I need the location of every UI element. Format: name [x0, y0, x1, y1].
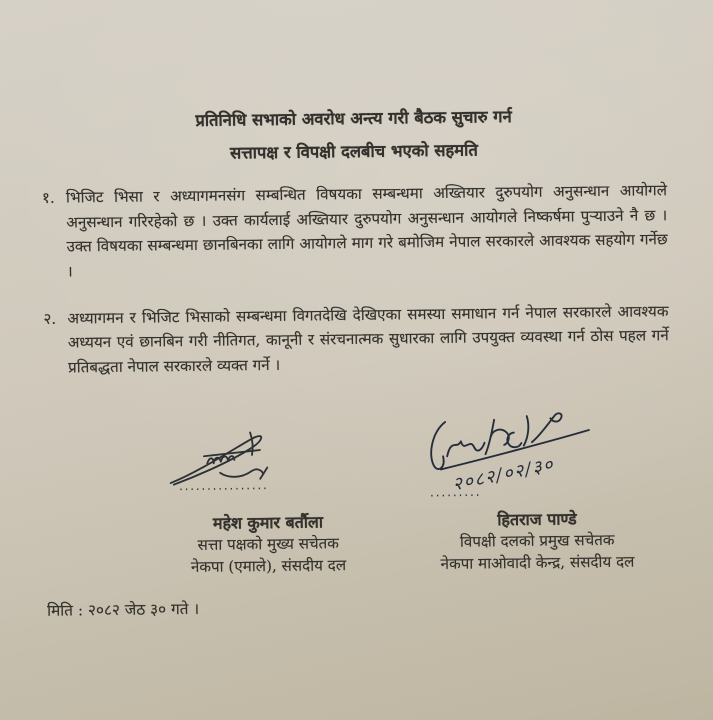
signatory-role: विपक्षी दलको प्रमुख सचेतक [459, 531, 615, 552]
point-number: २. [43, 309, 57, 328]
point-number: १. [41, 188, 55, 207]
document-title [41, 98, 667, 172]
handwritten-signature-right [401, 407, 672, 508]
signatory-party: नेकपा माओवादी केन्द्र, संसदीय दल [440, 553, 635, 574]
handwritten-signature-left [142, 428, 393, 511]
point-text: अध्यागमन र भिजिट भिसाको सम्बन्धमा विगतदेखि देखिएका समस्या समाधान गर्न नेपाल सरकारले आवश्यक अध्ययन एवं छानबिन गरी नीतिगत, कानूनी र संरचनात्मक सुधारका लागि उपयुक्त व्यवस्था गर्न ठोस पहल गर्ने प्रतिबद्धता नेपाल सरकारले व्यक्त गर्ने । [67, 301, 669, 377]
signatory-party: नेकपा (एमाले), संसदीय दल [190, 556, 347, 577]
signature-section [45, 407, 672, 577]
signatory-name: हितराज पाण्डे [497, 509, 577, 530]
signatory-name: महेश कुमार बर्तौला [212, 512, 324, 534]
document-title-line1: प्रतिनिधि सभाको अवरोध अन्त्य गरी बैठक सुचारु गर्न [195, 107, 512, 130]
agreement-point-2 [43, 299, 669, 381]
document-title-line2: सत्तापक्ष र विपक्षी दलबीच भएको सहमति [230, 140, 478, 163]
signature-block-opposition-party [371, 406, 703, 576]
handwritten-date: २०८२/०२/३० [450, 454, 557, 496]
agreement-point-1 [42, 178, 668, 284]
document-date-line: मिति : २०८२ जेठ ३० गते । [46, 600, 200, 621]
signatory-role: सत्ता पक्षको मुख्य सचेतक [197, 534, 340, 555]
point-text: भिजिट भिसा र अध्यागमनसंग सम्बन्धित विषयका सम्बन्धमा अख्तियार दुरुपयोग अनुसन्धान आयोगले अनुसन्धान गरिरहेको छ । उक्त कार्यलाई अख्तियार दुरुपयोग अनुसन्धान आयोगले निष्कर्षमा पुऱ्याउने नै छ । उक्त विषयका सम्बन्धमा छानबिनका लागि आयोगले माग गरे बमोजिम नेपाल सरकारले आवश्यक सहयोग गर्नेछ । [65, 181, 668, 281]
